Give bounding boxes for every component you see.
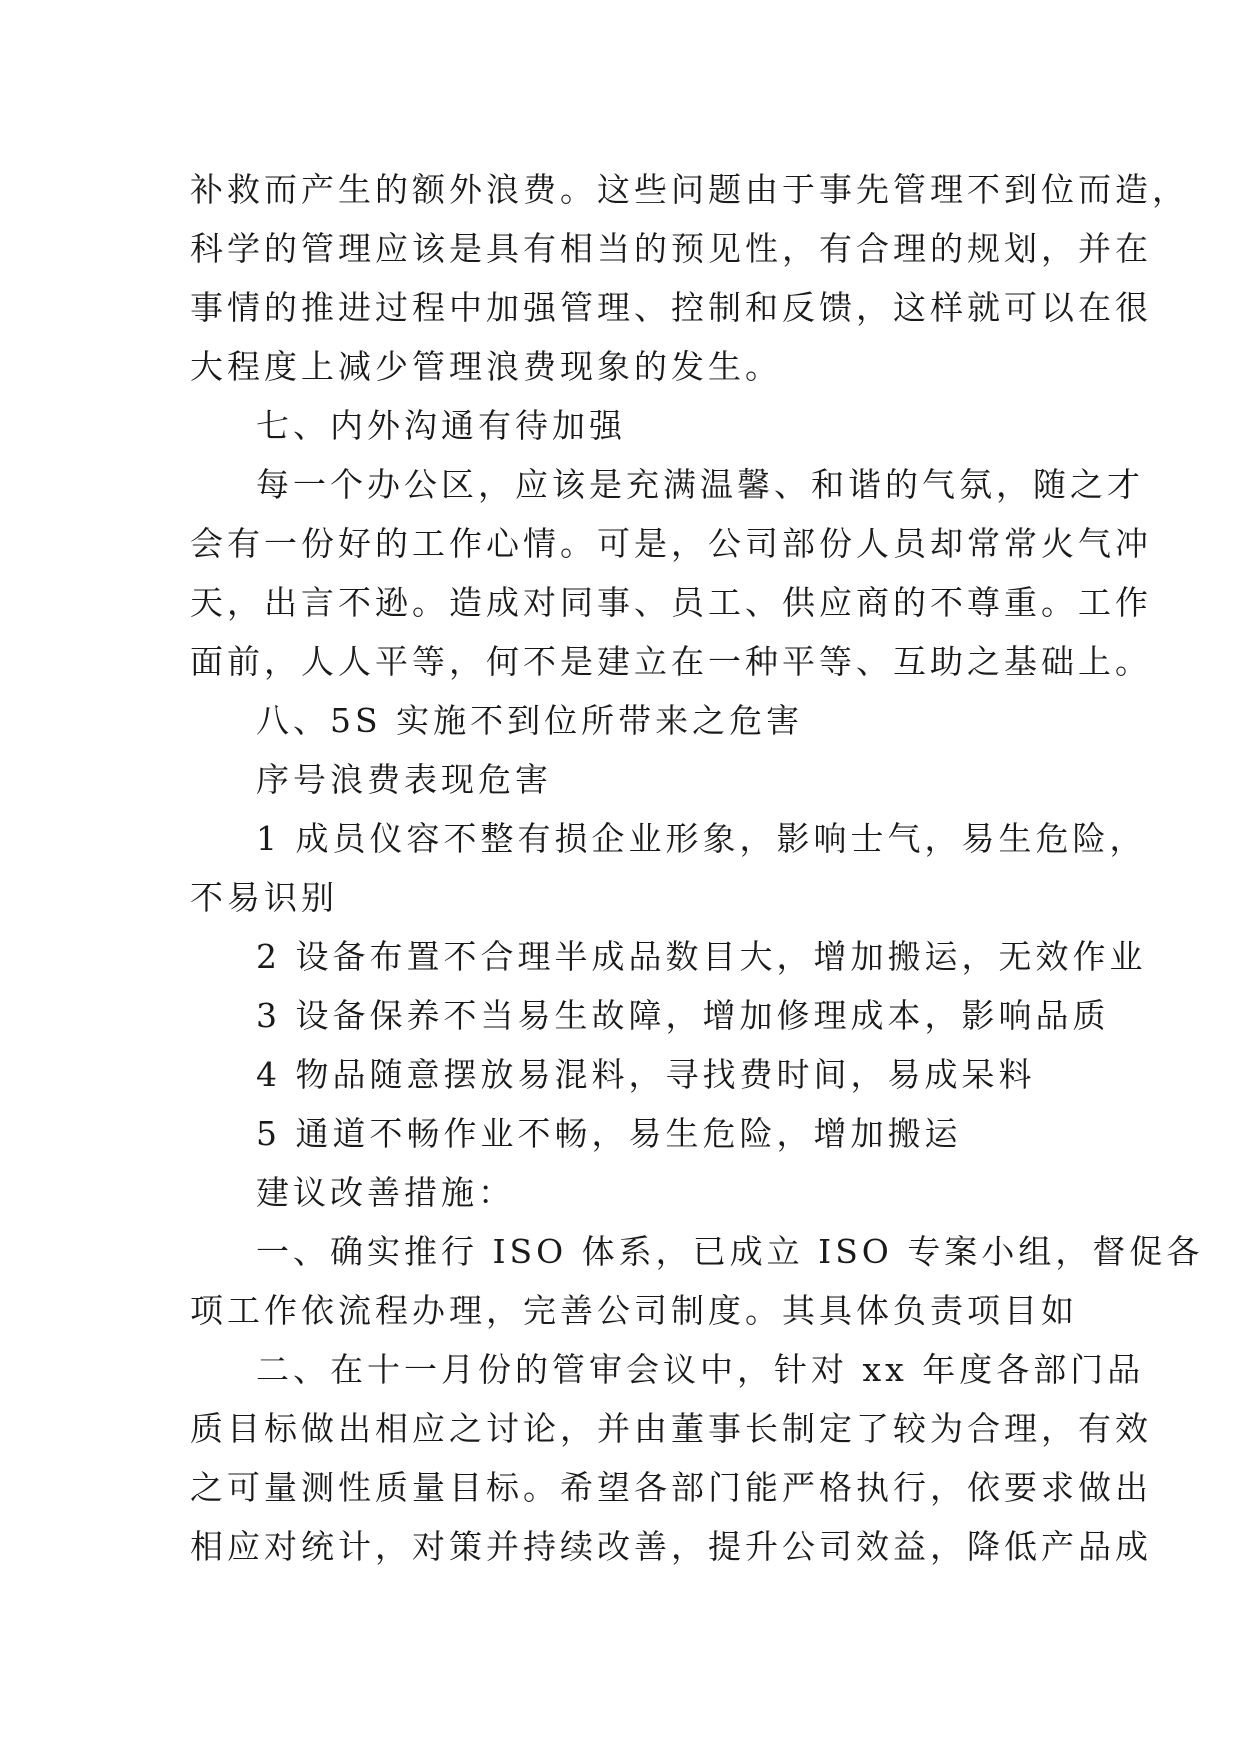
section-heading: 八、5S 实施不到位所带来之危害 xyxy=(256,701,804,740)
text-line: 事情的推进过程中加强管理、控制和反馈，这样就可以在很 xyxy=(190,288,1152,327)
text-line: 补救而产生的额外浪费。这些问题由于事先管理不到位而造， xyxy=(190,170,1189,209)
list-item: 4 物品随意摆放易混料，寻找费时间，易成呆料 xyxy=(256,1055,1036,1094)
text-line: 面前，人人平等，何不是建立在一种平等、互助之基础上。 xyxy=(190,642,1152,681)
text-line: 科学的管理应该是具有相当的预见性，有合理的规划，并在 xyxy=(190,229,1152,268)
text-line: 之可量测性质量目标。希望各部门能严格执行，依要求做出 xyxy=(190,1468,1152,1507)
text-line: 项工作依流程办理，完善公司制度。其具体负责项目如 xyxy=(190,1291,1078,1330)
text-line: 二、在十一月份的管审会议中，针对 xx 年度各部门品 xyxy=(256,1350,1145,1389)
list-item: 2 设备布置不合理半成品数目大，增加搬运，无效作业 xyxy=(256,937,1147,976)
list-item: 5 通道不畅作业不畅，易生危险，增加搬运 xyxy=(256,1114,962,1153)
text-line: 质目标做出相应之讨论，并由董事长制定了较为合理，有效 xyxy=(190,1409,1152,1448)
section-heading: 七、内外沟通有待加强 xyxy=(256,406,626,445)
list-item: 1 成员仪容不整有损企业形象，影响士气，易生危险， xyxy=(256,819,1147,858)
list-item-continuation: 不易识别 xyxy=(190,878,338,917)
text-line: 每一个办公区，应该是充满温馨、和谐的气氛，随之才 xyxy=(256,465,1144,504)
list-item: 3 设备保养不当易生故障，增加修理成本，影响品质 xyxy=(256,996,1110,1035)
table-header-line: 序号浪费表现危害 xyxy=(256,760,552,799)
text-line: 一、确实推行 ISO 体系，已成立 ISO 专案小组，督促各 xyxy=(256,1232,1204,1271)
text-line: 会有一份好的工作心情。可是，公司部份人员却常常火气冲 xyxy=(190,524,1152,563)
text-line: 大程度上减少管理浪费现象的发生。 xyxy=(190,347,782,386)
text-line: 相应对统计，对策并持续改善，提升公司效益，降低产品成 xyxy=(190,1527,1152,1566)
section-heading: 建议改善措施： xyxy=(256,1173,515,1212)
document-body xyxy=(190,160,1204,1576)
text-line: 天，出言不逊。造成对同事、员工、供应商的不尊重。工作 xyxy=(190,583,1152,622)
